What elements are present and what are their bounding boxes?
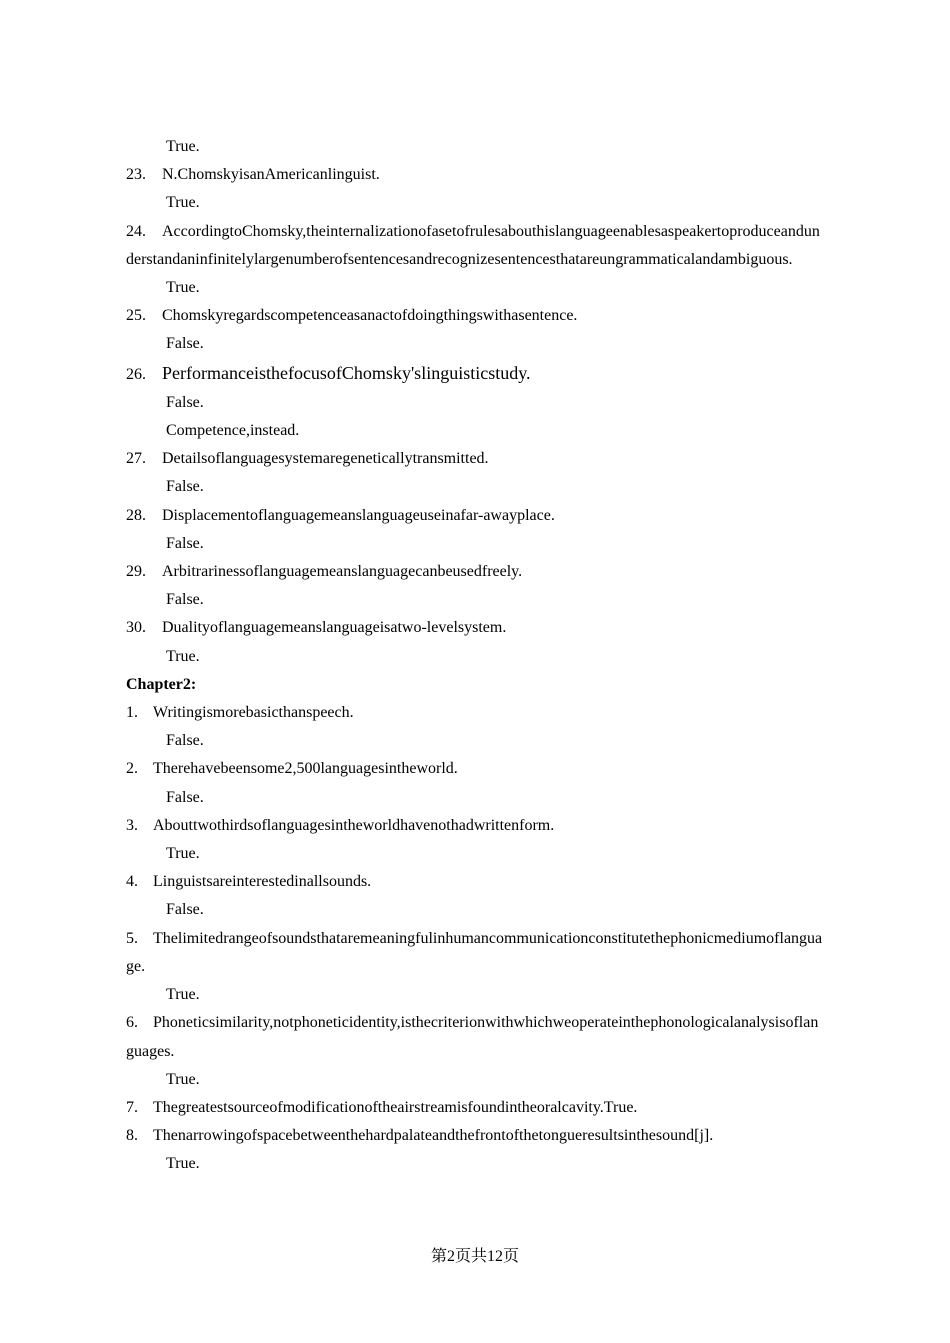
question-26 — [126, 359, 826, 389]
chapter2-answer-6: True. — [166, 1070, 200, 1088]
chapter2-question-7 — [126, 1094, 826, 1122]
question-number: 2. — [126, 760, 138, 778]
question-number: 23. — [126, 166, 146, 184]
answer-24: True. — [166, 279, 200, 297]
question-text: Thenarrowingofspacebetweenthehardpalateandthefrontofthetongueresultsinthesound[j]. — [153, 1127, 714, 1145]
chapter2-question-1 — [126, 699, 826, 727]
footer-suffix: 页 — [503, 1246, 520, 1265]
question-number: 3. — [126, 816, 138, 834]
footer-middle: 页共 — [454, 1246, 487, 1265]
question-text: Arbitrarinessoflanguagemeanslanguagecanbeusedfreely. — [162, 563, 523, 581]
question-text: N.ChomskyisanAmericanlinguist. — [162, 166, 380, 184]
question-text: Writingismorebasicthanspeech. — [153, 704, 354, 722]
question-23 — [126, 161, 826, 189]
question-number: 1. — [126, 704, 138, 722]
chapter2-answer-3: True. — [166, 845, 200, 863]
chapter2-question-5 — [126, 925, 826, 981]
chapter2-question-4 — [126, 868, 826, 896]
answer-28: False. — [166, 534, 204, 552]
answer-26: False. — [166, 393, 204, 411]
question-number: 24. — [126, 222, 146, 240]
question-text: Detailsoflanguagesystemaregeneticallytransmitted. — [162, 450, 489, 468]
question-number: 4. — [126, 873, 138, 891]
question-text: Therehavebeensome2,500languagesintheworld. — [153, 760, 458, 778]
question-text: PerformanceisthefocusofChomsky'slinguisticstudy. — [162, 362, 531, 383]
chapter2-answer-5: True. — [166, 986, 200, 1004]
chapter2-answer-8: True. — [166, 1155, 200, 1173]
question-text: AccordingtoChomsky,theinternalizationofasetofrulesabouthislanguageenablesaspeakertoproduceandunderstandaninfinitelylargenumberofsentencesandrecognizesentencesthatareungrammaticalandambiguous. — [126, 222, 820, 268]
question-24 — [126, 218, 826, 274]
chapter2-question-6 — [126, 1009, 826, 1065]
chapter2-answer-4: False. — [166, 901, 204, 919]
question-number: 27. — [126, 450, 146, 468]
question-text: Phoneticsimilarity,notphoneticidentity,isthecriterionwithwhichweoperateinthephonologicalanalysisoflanguages. — [126, 1014, 819, 1060]
page-content — [126, 133, 826, 1179]
answer-22: True. — [166, 138, 200, 155]
question-number: 29. — [126, 563, 146, 581]
chapter2-question-2 — [126, 755, 826, 783]
question-27 — [126, 445, 826, 473]
question-25 — [126, 302, 826, 330]
answer-29: False. — [166, 591, 204, 609]
question-text: Chomskyregardscompetenceasanactofdoingthingswithasentence. — [162, 307, 578, 325]
answer-23: True. — [166, 194, 200, 212]
question-text: Thelimitedrangeofsoundsthataremeaningfulinhumancommunicationconstitutethephonicmediumoflanguage. — [126, 929, 823, 975]
footer-prefix: 第 — [430, 1246, 447, 1265]
page-footer — [0, 1243, 950, 1266]
question-number: 25. — [126, 307, 146, 325]
answer-25: False. — [166, 335, 204, 353]
question-number: 6. — [126, 1014, 138, 1032]
footer-total-pages: 12 — [487, 1248, 503, 1265]
question-29 — [126, 558, 826, 586]
question-28 — [126, 502, 826, 530]
question-number: 28. — [126, 506, 146, 524]
chapter2-question-8 — [126, 1122, 826, 1150]
question-number: 30. — [126, 619, 146, 637]
question-number: 5. — [126, 929, 138, 947]
chapter2-answer-1: False. — [166, 732, 204, 750]
chapter-heading: Chapter2: — [126, 675, 197, 693]
question-text: Linguistsareinterestedinallsounds. — [153, 873, 372, 891]
chapter2-question-3 — [126, 812, 826, 840]
question-text: Thegreatestsourceofmodificationoftheairstreamisfoundintheoralcavity.True. — [153, 1098, 638, 1116]
question-30 — [126, 614, 826, 642]
question-number: 8. — [126, 1127, 138, 1145]
question-number: 26. — [126, 365, 146, 383]
answer-26-note: Competence,instead. — [166, 422, 300, 440]
question-text: Abouttwothirdsoflanguagesintheworldhavenothadwrittenform. — [153, 816, 555, 834]
question-text: Displacementoflanguagemeanslanguageuseinafar-awayplace. — [162, 506, 555, 524]
footer-current-page: 2 — [446, 1248, 455, 1265]
answer-30: True. — [166, 647, 200, 665]
answer-27: False. — [166, 478, 204, 496]
question-number: 7. — [126, 1098, 138, 1116]
chapter2-answer-2: False. — [166, 788, 204, 806]
question-text: Dualityoflanguagemeanslanguageisatwo-levelsystem. — [162, 619, 507, 637]
